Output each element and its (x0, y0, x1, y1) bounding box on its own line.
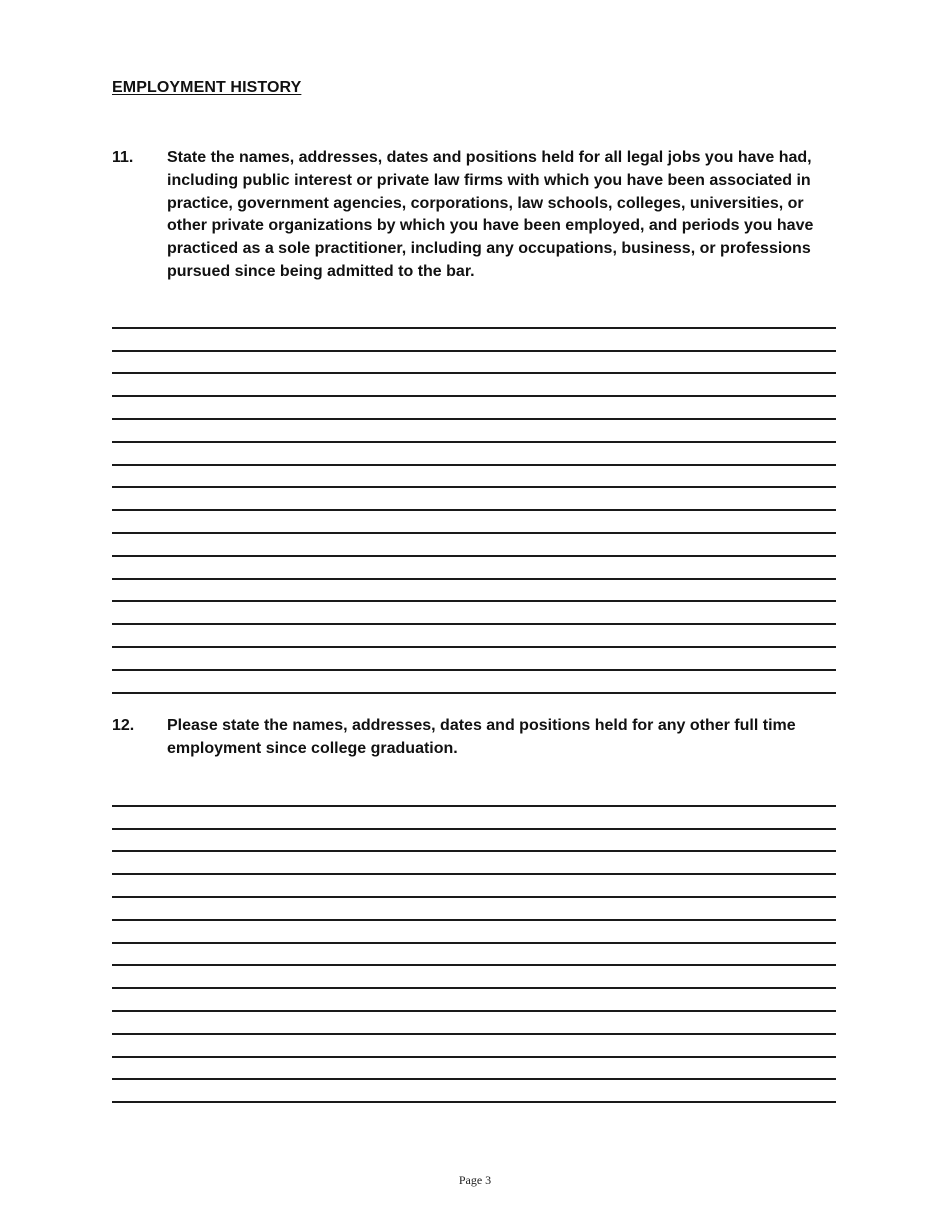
answer-line[interactable] (112, 420, 836, 443)
question-11 (112, 147, 842, 284)
answer-lines-12[interactable] (112, 784, 836, 1103)
answer-line[interactable] (112, 944, 836, 967)
answer-line[interactable] (112, 466, 836, 489)
answer-line[interactable] (112, 921, 836, 944)
answer-line[interactable] (112, 784, 836, 807)
answer-line[interactable] (112, 374, 836, 397)
question-number: 12. (112, 717, 135, 734)
answer-line[interactable] (112, 511, 836, 534)
answer-line[interactable] (112, 443, 836, 466)
answer-line[interactable] (112, 852, 836, 875)
answer-line[interactable] (112, 352, 836, 375)
answer-line[interactable] (112, 602, 836, 625)
answer-line[interactable] (112, 807, 836, 830)
answer-line[interactable] (112, 625, 836, 648)
answer-line[interactable] (112, 397, 836, 420)
answer-lines-11[interactable] (112, 306, 836, 694)
answer-line[interactable] (112, 580, 836, 603)
question-12 (112, 715, 842, 761)
answer-line[interactable] (112, 966, 836, 989)
answer-line[interactable] (112, 557, 836, 580)
question-text: State the names, addresses, dates and positions held for all legal jobs you have had, including public interest or private law firms with which you have been associated in practice, government agencies, corporations, law schools, colleges, universities, or other private organizations by which you have been employed, and periods you have practiced as a sole practitioner, including any occupations, business, or professions pursued since being admitted to the bar. (167, 149, 814, 280)
answer-line[interactable] (112, 875, 836, 898)
answer-line[interactable] (112, 1080, 836, 1103)
answer-line[interactable] (112, 989, 836, 1012)
page-number: Page 3 (458, 1173, 492, 1187)
answer-line[interactable] (112, 1012, 836, 1035)
answer-line[interactable] (112, 329, 836, 352)
answer-line[interactable] (112, 648, 836, 671)
section-heading: EMPLOYMENT HISTORY (112, 79, 302, 96)
question-text: Please state the names, addresses, dates and positions held for any other full time employment since college graduation. (167, 717, 796, 757)
question-number: 11. (112, 149, 134, 166)
answer-line[interactable] (112, 898, 836, 921)
answer-line[interactable] (112, 1035, 836, 1058)
answer-line[interactable] (112, 830, 836, 853)
answer-line[interactable] (112, 534, 836, 557)
answer-line[interactable] (112, 671, 836, 694)
answer-line[interactable] (112, 306, 836, 329)
answer-line[interactable] (112, 1058, 836, 1081)
answer-line[interactable] (112, 488, 836, 511)
